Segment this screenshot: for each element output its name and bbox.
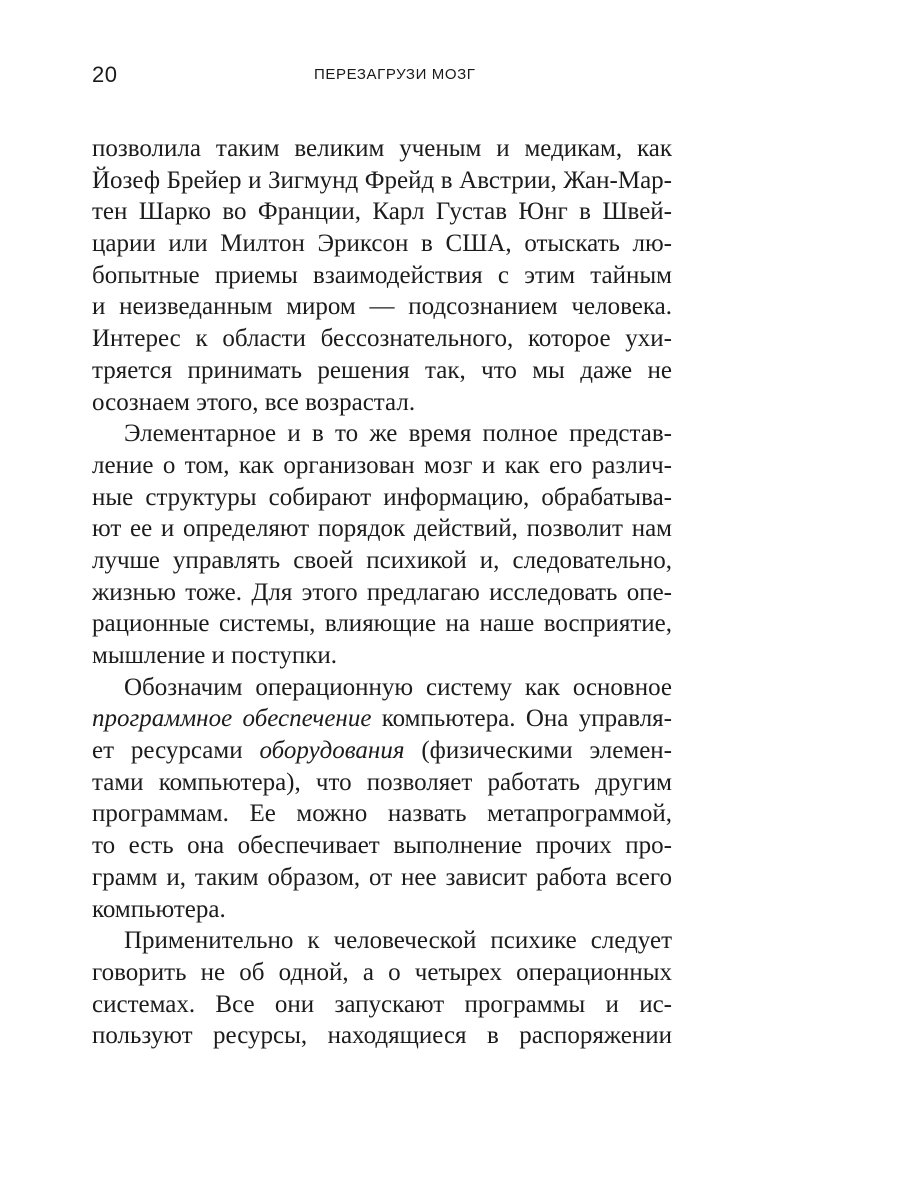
page-number: 20 — [92, 62, 118, 87]
italic-term: оборудования — [259, 737, 405, 765]
text-line: ление о том, как организован мозг и как его различ- — [92, 451, 672, 479]
text-line: лучше управлять своей психикой и, следовательно, — [92, 546, 672, 574]
text-line: ные структуры собирают информацию, обрабатыва- — [92, 483, 672, 511]
text-fragment: (физическими элемен- — [404, 737, 672, 765]
text-body — [92, 133, 672, 1052]
text-line: тен Шарко во Франции, Карл Густав Юнг в Швей- — [92, 198, 672, 226]
text-line: мышление и поступки. — [92, 642, 338, 669]
text-line: грамм и, таким образом, от нее зависит работа всего — [92, 863, 672, 891]
text-line: системах. Все они запускают программы и ис- — [92, 990, 672, 1018]
text-line: царии или Милтон Эриксон в США, отыскать лю- — [92, 230, 672, 258]
paragraph-4 — [92, 925, 672, 1052]
paragraph-3 — [92, 672, 672, 926]
text-line: ют ее и определяют порядок действий, позволит нам — [92, 515, 672, 543]
text-line: говорить не об одной, а о четырех операционных — [92, 958, 672, 986]
text-line: компьютера. — [92, 895, 226, 923]
text-line: тами компьютера), что позволяет работать другим — [92, 768, 672, 796]
italic-term: программное обеспечение — [92, 705, 372, 733]
text-line: Йозеф Брейер и Зигмунд Фрейд в Австрии, Жан-Мар- — [92, 166, 672, 194]
text-line: Обозначим операционную систему как основное — [124, 673, 672, 701]
text-line: жизнью тоже. Для этого предлагаю исследовать опе- — [92, 578, 672, 606]
text-line — [92, 703, 672, 735]
text-line: и неизведанным миром — подсознанием человека. — [92, 293, 672, 321]
paragraph-1 — [92, 133, 672, 418]
paragraph-2 — [92, 418, 672, 672]
page-header — [92, 58, 802, 92]
running-title: ПЕРЕЗАГРУЗИ МОЗГ — [314, 66, 476, 83]
text-line: позволила таким великим ученым и медикам, как — [92, 135, 672, 162]
text-fragment: ет ресурсами — [92, 737, 260, 765]
text-line: рационные системы, влияющие на наше восприятие, — [92, 610, 672, 638]
text-line: Элементарное и в то же время полное представ- — [124, 420, 672, 448]
text-line: осознаем этого, все возрастал. — [92, 388, 416, 416]
text-line — [92, 735, 672, 767]
text-line: бопытные приемы взаимодействия с этим тайным — [92, 261, 672, 289]
text-line: то есть она обеспечивает выполнение прочих про- — [92, 832, 672, 860]
text-line: программам. Ее можно назвать метапрограммой, — [92, 800, 672, 828]
text-line: Интерес к области бессознательного, которое ухи- — [92, 325, 672, 353]
text-line: тряется принимать решения так, что мы даже не — [92, 356, 672, 384]
text-fragment: компьютера. Она управля- — [371, 705, 672, 733]
text-line: Применительно к человеческой психике следует — [124, 927, 672, 955]
text-line: пользуют ресурсы, находящиеся в распоряжении — [92, 1022, 672, 1050]
